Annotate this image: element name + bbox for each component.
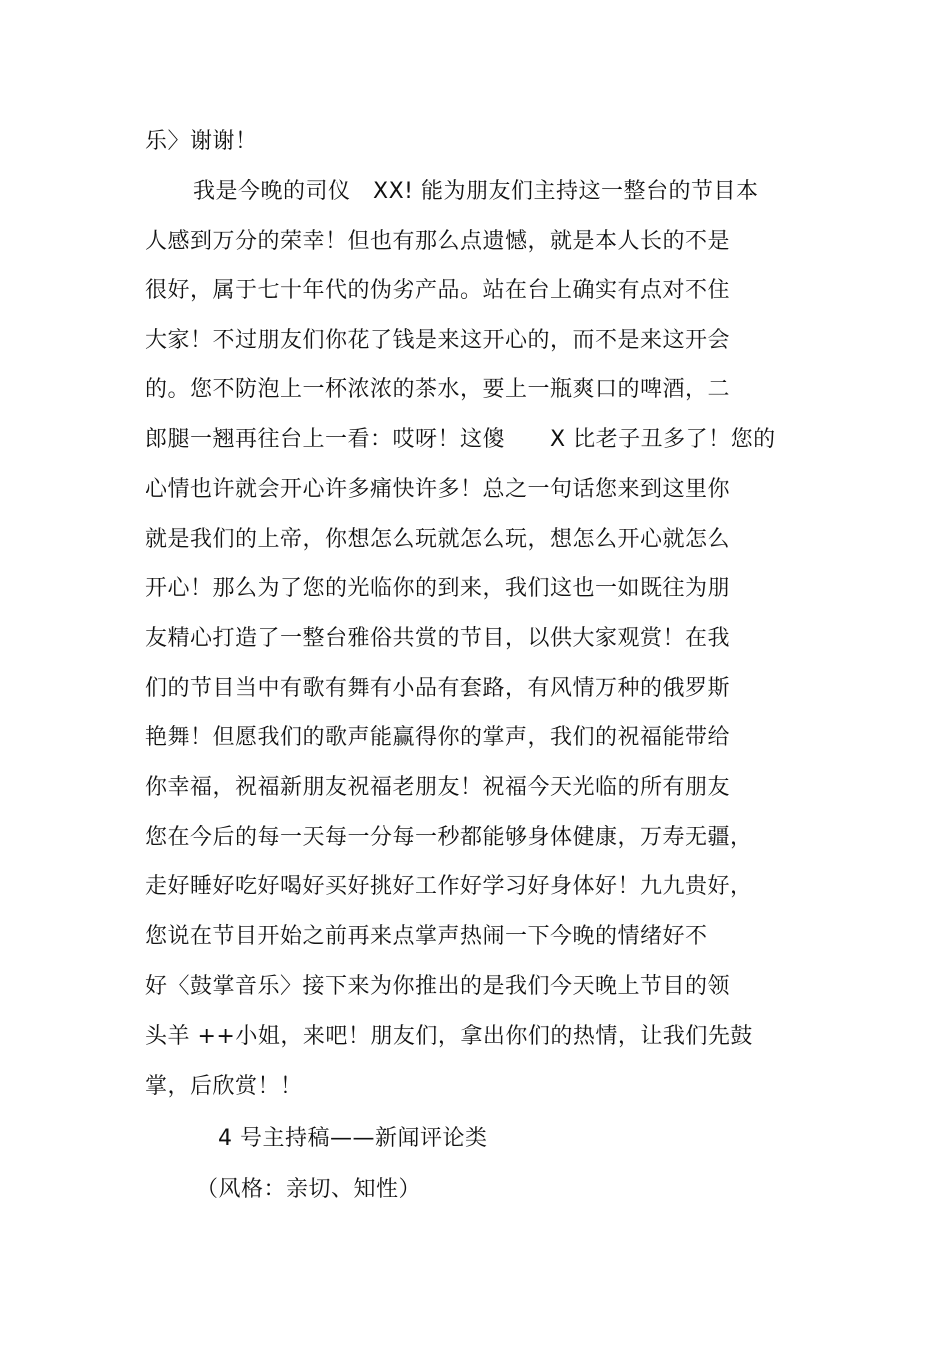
text-line: 掌，后欣赏！！ [145,1074,303,1099]
text-line: 我是今晚的司仪 XX! 能为朋友们主持这一整台的节目本 [193,179,759,204]
text-line: 友精心打造了一整台雅俗共赏的节目，以供大家观赏！在我 [145,626,731,651]
text-line: 就是我们的上帝，你想怎么玩就怎么玩，想怎么开心就怎么 [145,527,731,552]
text-line: 好〈鼓掌音乐〉接下来为你推出的是我们今天晚上节目的领 [145,974,731,999]
text-line: 艳舞！但愿我们的歌声能赢得你的掌声，我们的祝福能带给 [145,725,731,750]
text-line: 郎腿一翘再往台上一看：哎呀！这傻 X 比老子丑多了！您的 [145,427,776,452]
text-line: 您在今后的每一天每一分每一秒都能够身体健康，万寿无疆， [145,825,753,850]
text-line: 您说在节目开始之前再来点掌声热闹一下今晚的情绪好不 [145,924,708,949]
text-line: 走好睡好吃好喝好买好挑好工作好学习好身体好！九九贵好， [145,874,753,899]
text-line: 开心！那么为了您的光临你的到来，我们这也一如既往为朋 [145,576,731,601]
style-note: （风格：亲切、知性） [196,1177,422,1202]
text-line: 大家！不过朋友们你花了钱是来这开心的，而不是来这开会 [145,328,731,353]
text-line: 你幸福，祝福新朋友祝福老朋友！祝福今天光临的所有朋友 [145,775,731,800]
text-line: 乐〉谢谢！ [145,129,258,154]
text-line: 们的节目当中有歌有舞有小品有套路，有风情万种的俄罗斯 [145,676,731,701]
text-line: 头羊 ++小姐，来吧！朋友们，拿出你们的热情，让我们先鼓 [145,1024,753,1049]
text-line: 很好，属于七十年代的伪劣产品。站在台上确实有点对不住 [145,278,731,303]
text-line: 心情也许就会开心许多痛快许多！总之一句话您来到这里你 [145,477,731,502]
section-heading: 4 号主持稿——新闻评论类 [218,1126,488,1151]
text-line: 的。您不防泡上一杯浓浓的茶水，要上一瓶爽口的啤酒，二 [145,377,731,402]
text-line: 人感到万分的荣幸！但也有那么点遗憾，就是本人长的不是 [145,229,731,254]
